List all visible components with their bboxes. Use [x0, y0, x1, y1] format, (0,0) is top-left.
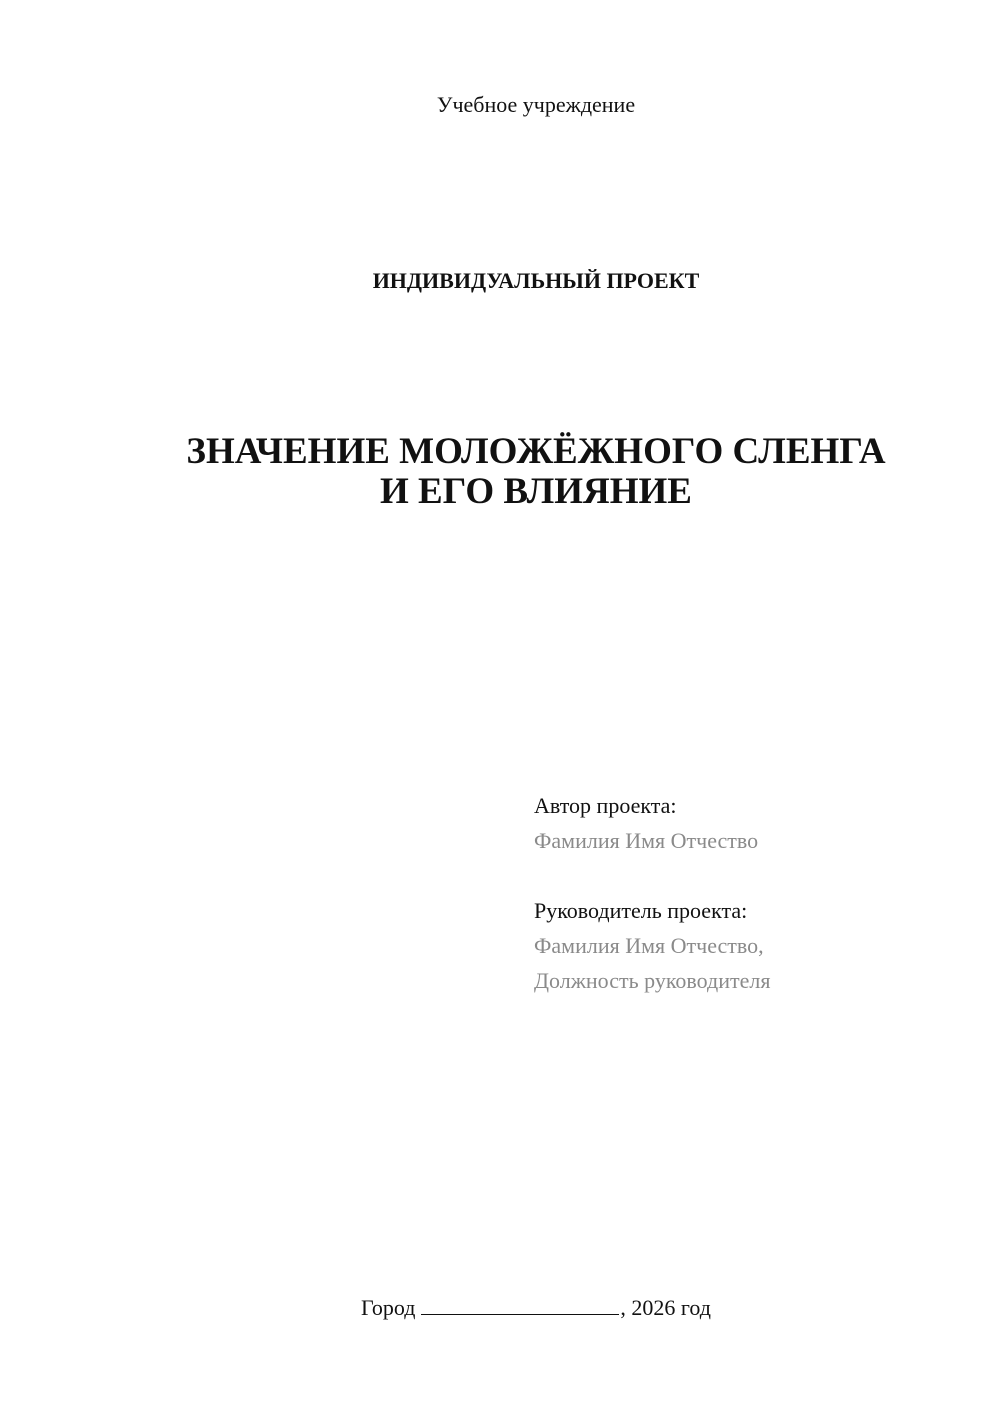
author-label: Автор проекта: — [534, 793, 677, 818]
info-spacer — [534, 858, 770, 893]
project-title — [0, 432, 1000, 512]
project-type-heading: ИНДИВИДУАЛЬНЫЙ ПРОЕКТ — [372, 268, 700, 293]
supervisor-name: Фамилия Имя Отчество, — [534, 933, 764, 958]
project-title-line-2: И ЕГО ВЛИЯНИЕ — [380, 471, 692, 512]
author-name: Фамилия Имя Отчество — [534, 828, 759, 853]
city-year-line — [0, 1292, 1000, 1321]
year-text: , 2026 год — [620, 1295, 711, 1320]
project-title-line-1: ЗНАЧЕНИЕ МОЛОЖЁЖНОГО СЛЕНГА — [186, 431, 886, 472]
supervisor-position: Должность руководителя — [534, 968, 771, 993]
city-label: Город — [361, 1295, 416, 1320]
city-blank-line — [421, 1292, 619, 1315]
supervisor-label: Руководитель проекта: — [534, 898, 748, 923]
institution-name: Учебное учреждение — [436, 92, 636, 117]
project-info-block — [534, 788, 770, 998]
